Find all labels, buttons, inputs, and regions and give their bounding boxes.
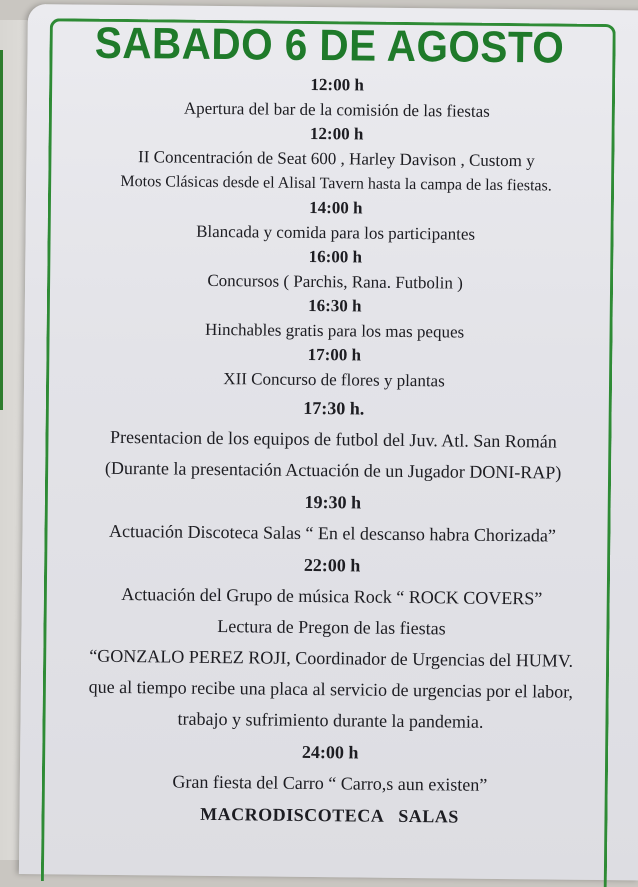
program-sheet — [19, 4, 638, 880]
event-time: 14:00 h — [309, 197, 363, 218]
event-text: “GONZALO PEREZ ROJI, Coordinador de Urgencias del HUMV. — [89, 645, 574, 671]
event-text: Concursos ( Parchis, Rana. Futbolin ) — [207, 270, 463, 293]
event-time: 12:00 h — [309, 123, 364, 144]
event-time: 16:00 h — [308, 246, 363, 267]
page-title: SABADO 6 DE AGOSTO — [94, 18, 565, 73]
event-block — [60, 733, 601, 802]
event-block — [60, 546, 602, 739]
event-text: Actuación Discoteca Salas “ En el descanso habra Chorizada” — [108, 520, 556, 546]
event-time: 16:30 h — [308, 295, 362, 316]
closing-line: MACRODISCOTECA SALAS — [200, 803, 459, 827]
event-time: 24:00 h — [301, 741, 359, 763]
event-time: 17:00 h — [307, 344, 362, 365]
event-block — [66, 119, 607, 199]
event-text: trabajo y sufrimiento durante la pandemia. — [177, 708, 484, 732]
event-text: (Durante la presentación Actuación de un Jugador DONI-RAP) — [104, 457, 562, 483]
event-block — [67, 70, 607, 125]
event-text: XII Concurso de flores y plantas — [223, 369, 445, 391]
left-page-border — [0, 50, 3, 410]
event-text: II Concentración de Seat 600 , Harley Davison , Custom y — [138, 147, 535, 171]
event-time: 19:30 h — [304, 491, 362, 513]
event-block — [66, 193, 606, 248]
event-text: Hinchables gratis para los mas peques — [204, 319, 465, 342]
event-block — [62, 483, 603, 552]
event-time: 12:00 h — [310, 74, 364, 95]
event-block — [65, 242, 605, 297]
event-text: Gran fiesta del Carro “ Carro,s aun existen” — [172, 771, 488, 795]
event-text: Apertura del bar de la comisión de las fiestas — [183, 98, 490, 121]
event-text: que al tiempo recibe una placa al servicio de urgencias por el labor, — [88, 676, 574, 702]
event-text: Lectura de Pregon de las fiestas — [217, 616, 446, 639]
event-block — [64, 291, 604, 346]
event-block — [64, 340, 604, 395]
event-time: 17:30 h. — [303, 397, 365, 419]
event-time: 22:00 h — [303, 554, 361, 576]
program-content — [59, 16, 607, 834]
event-text: Motos Clásicas desde el Alisal Tavern hasta la campa de las fiestas. — [120, 172, 552, 195]
event-text: Actuación del Grupo de música Rock “ ROCK COVERS” — [121, 584, 543, 609]
event-text: Presentacion de los equipos de futbol del Juv. Atl. San Román — [109, 426, 557, 452]
event-text: Blancada y comida para los participantes — [196, 221, 476, 244]
event-block — [63, 389, 604, 489]
